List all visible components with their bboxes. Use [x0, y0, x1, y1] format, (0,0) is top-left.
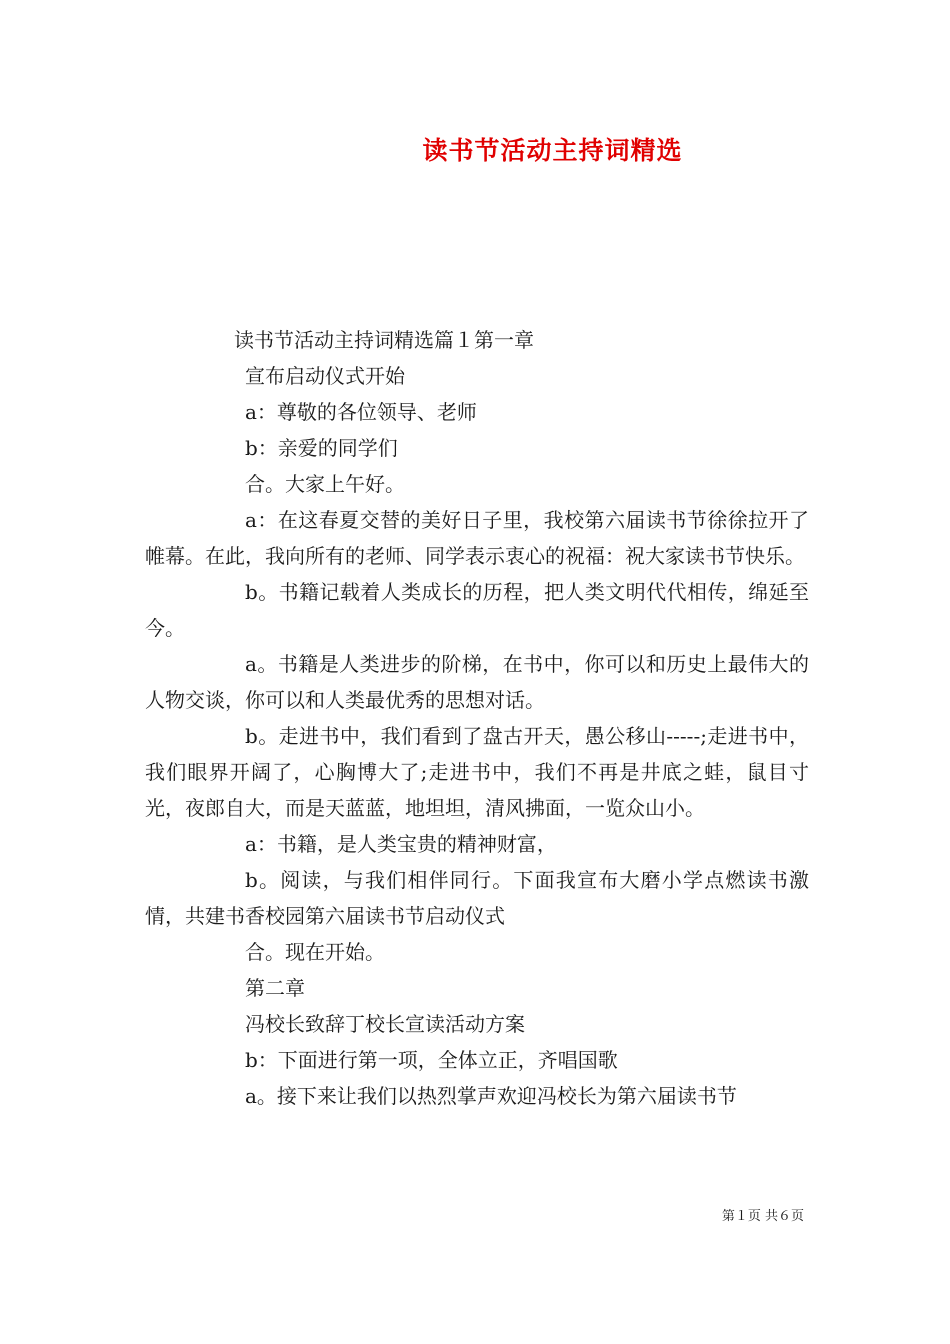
paragraph: 冯校长致辞丁校长宣读活动方案 — [245, 1012, 525, 1036]
paragraph: a：在这春夏交替的美好日子里，我校第六届读书节徐徐拉开了帷幕。在此，我向所有的老师、同学表示衷心的祝福：祝大家读书节快乐。 — [145, 508, 809, 568]
page-number: 第１页 共６页 — [721, 1209, 804, 1224]
paragraph: a：书籍，是人类宝贵的精神财富， — [245, 832, 557, 856]
document-title: 读书节活动主持词精选 — [422, 136, 683, 165]
document-body — [145, 322, 809, 1114]
paragraph: a：尊敬的各位领导、老师 — [245, 400, 477, 424]
paragraph: b：亲爱的同学们 — [245, 436, 398, 460]
paragraph: 宣布启动仪式开始 — [245, 364, 405, 388]
paragraph: a。接下来让我们以热烈掌声欢迎冯校长为第六届读书节 — [245, 1084, 737, 1108]
paragraph: 合。大家上午好。 — [245, 472, 405, 496]
paragraph: b。走进书中，我们看到了盘古开天，愚公移山-----;走进书中，我们眼界开阔了，心胸博大了;走进书中，我们不再是井底之蛙，鼠目寸光，夜郎自大，而是天蓝蓝，地坦坦，清风拂面，一览众山小。 — [145, 724, 809, 820]
paragraph: 合。现在开始。 — [245, 940, 385, 964]
paragraph: b。书籍记载着人类成长的历程，把人类文明代代相传，绵延至今。 — [145, 580, 809, 640]
paragraph: b：下面进行第一项，全体立正，齐唱国歌 — [245, 1048, 618, 1072]
paragraph: b。阅读，与我们相伴同行。下面我宣布大磨小学点燃读书激情，共建书香校园第六届读书节启动仪式 — [145, 868, 809, 928]
paragraph-chapter-heading: 第二章 — [245, 976, 305, 1000]
paragraph-chapter-heading: 读书节活动主持词精选篇１第一章 — [234, 328, 534, 352]
paragraph: a。书籍是人类进步的阶梯，在书中，你可以和历史上最伟大的人物交谈，你可以和人类最优秀的思想对话。 — [145, 652, 809, 712]
